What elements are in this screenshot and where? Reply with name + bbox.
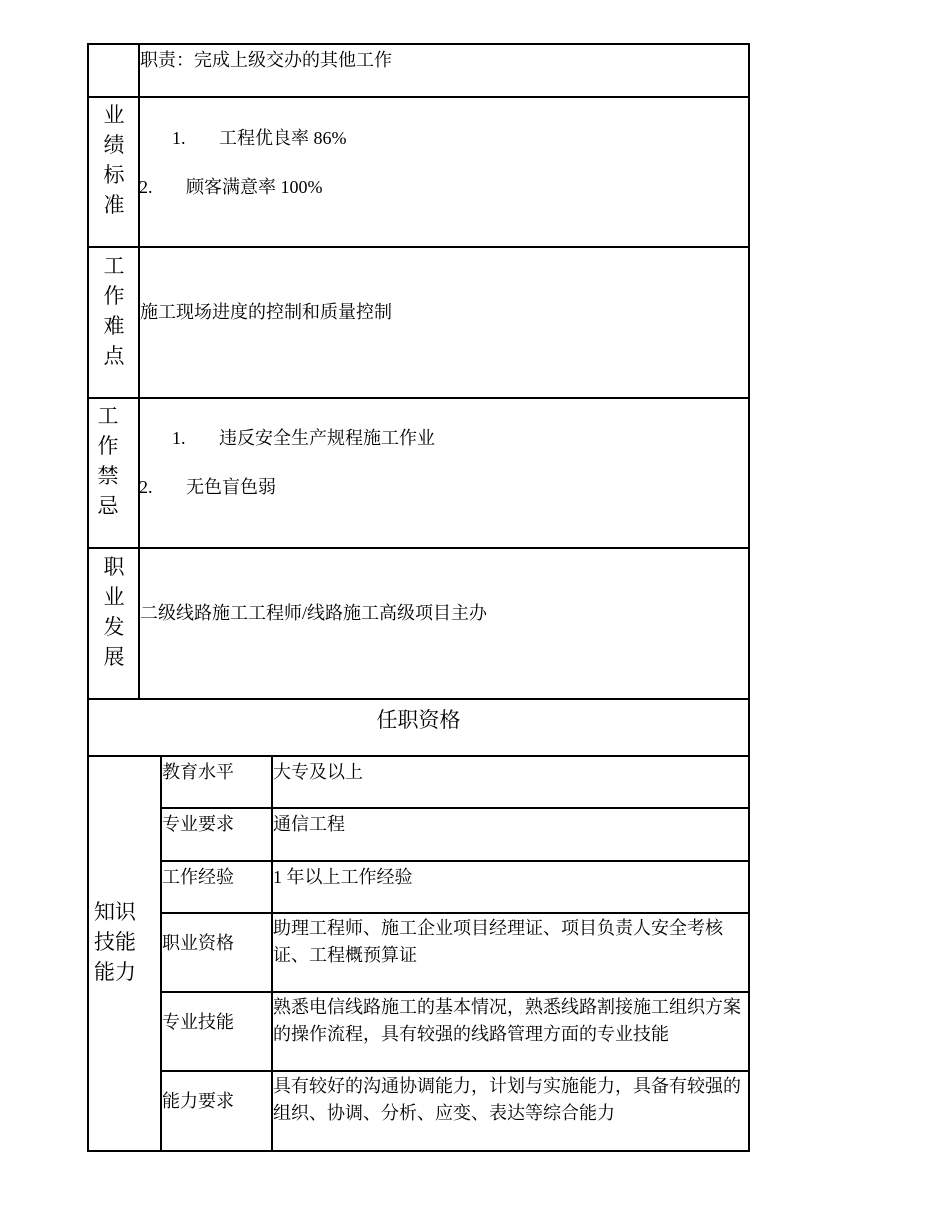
qual-key-certification: 职业资格 [162, 933, 234, 953]
qual-value-professional-skill: 熟悉电信线路施工的基本情况，熟悉线路割接施工组织方案的操作流程，具有较强的线路管理方面的专业技能 [273, 997, 741, 1044]
taboo-item-2-num: 2. [139, 477, 153, 497]
qual-value-certification: 助理工程师、施工企业项目经理证、项目负责人安全考核证、工程概预算证 [273, 918, 723, 965]
row-divider [87, 698, 750, 700]
taboo-label: 工作禁忌 [97, 404, 119, 518]
taboo-item-1-text: 违反安全生产规程施工作业 [219, 428, 435, 448]
performance-item-1-text: 工程优良率 86% [219, 128, 347, 148]
career-text: 二级线路施工工程师/线路施工高级项目主办 [140, 603, 487, 623]
table-border-right [748, 43, 750, 1152]
knowledge-skill-ability-label: 知识技能能力 [94, 900, 136, 984]
qual-key-professional-skill: 专业技能 [162, 1012, 234, 1032]
qual-row-divider [160, 860, 750, 862]
qual-row-divider [160, 991, 750, 993]
table-border-left [87, 43, 89, 1152]
row-divider [87, 397, 750, 399]
taboo-item-1-num: 1. [172, 428, 186, 448]
qual-row-divider [160, 807, 750, 809]
performance-item-2-text: 顾客满意率 100% [186, 177, 323, 197]
row-divider [87, 755, 750, 757]
qual-row-divider [160, 912, 750, 914]
table-border-bottom [87, 1150, 750, 1152]
qual-key-education: 教育水平 [162, 762, 234, 782]
row-divider [87, 246, 750, 248]
performance-item-2-num: 2. [139, 177, 153, 197]
qual-key-major: 专业要求 [162, 814, 234, 834]
qual-value-education: 大专及以上 [273, 762, 363, 782]
qual-value-ability: 具有较好的沟通协调能力，计划与实施能力，具备有较强的组织、协调、分析、应变、表达等综合能力 [273, 1076, 741, 1123]
performance-item-1-num: 1. [172, 128, 186, 148]
row-divider [87, 96, 750, 98]
performance-label: 业绩标准 [103, 103, 125, 217]
qual-key-experience: 工作经验 [162, 867, 234, 887]
qual-row-divider [160, 1070, 750, 1072]
taboo-item-2-text: 无色盲色弱 [186, 477, 276, 497]
difficulty-text: 施工现场进度的控制和质量控制 [140, 302, 392, 322]
career-label: 职业发展 [103, 555, 125, 669]
duty-text: 职责：完成上级交办的其他工作 [140, 50, 392, 70]
table-border-top [87, 43, 750, 45]
row-divider [87, 547, 750, 549]
qual-value-experience: 1 年以上工作经验 [273, 867, 413, 887]
difficulty-label: 工作难点 [103, 254, 125, 368]
qual-key-ability: 能力要求 [162, 1091, 234, 1111]
qualifications-title: 任职资格 [376, 708, 461, 732]
qual-value-major: 通信工程 [273, 814, 345, 834]
